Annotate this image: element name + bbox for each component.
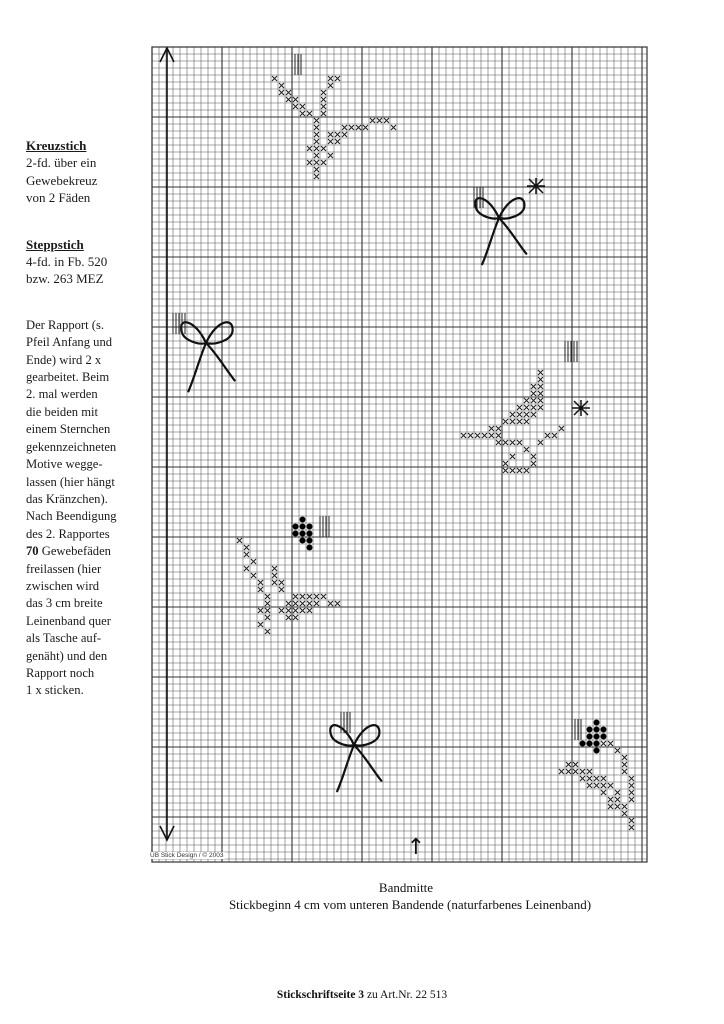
cross-stitch <box>314 160 319 165</box>
cross-stitch <box>244 566 249 571</box>
cross-stitch <box>524 468 529 473</box>
cross-stitch <box>594 783 599 788</box>
vertical-stitches <box>474 187 483 208</box>
cross-stitch <box>272 580 277 585</box>
caption-start: Stickbeginn 4 cm vom unteren Bandende (naturfarbenes Leinenband) <box>228 897 592 912</box>
cross-stitch <box>335 132 340 137</box>
cross-stitch <box>286 90 291 95</box>
cross-stitch <box>314 118 319 123</box>
cross-stitch <box>496 433 501 438</box>
cross-stitch <box>580 769 585 774</box>
cross-stitch <box>517 405 522 410</box>
cross-stitch <box>587 776 592 781</box>
center-marker-arrow: ↑ <box>406 835 426 860</box>
cross-stitch <box>524 419 529 424</box>
instr-line: lassen (hier hängt <box>26 474 115 489</box>
grid-major-lines <box>152 47 647 862</box>
filled-stitch <box>601 727 607 733</box>
cross-stitch <box>314 167 319 172</box>
cross-stitch <box>629 776 634 781</box>
cross-stitch <box>258 587 263 592</box>
instr-line: zwischen wird <box>26 578 100 593</box>
instr-line: Nach Beendigung <box>26 509 117 524</box>
cross-stitch <box>615 790 620 795</box>
vertical-stitches <box>565 341 577 362</box>
cross-stitch <box>314 125 319 130</box>
cross-stitch <box>307 608 312 613</box>
cross-stitch <box>328 83 333 88</box>
bow-motif-left <box>181 322 234 391</box>
filled-stitch <box>587 741 593 747</box>
cross-stitch <box>601 790 606 795</box>
kreuzstich-line-1: 2-fd. über ein <box>26 155 97 171</box>
cross-stitch <box>265 608 270 613</box>
instructions-text <box>26 317 138 700</box>
cross-stitch <box>608 804 613 809</box>
cross-stitch <box>566 769 571 774</box>
filled-stitch <box>307 538 313 544</box>
cross-stitch <box>482 433 487 438</box>
cross-stitch <box>342 132 347 137</box>
cross-stitch <box>510 419 515 424</box>
instr-line: Leinenband quer <box>26 613 111 628</box>
cross-stitch <box>293 594 298 599</box>
cross-stitch <box>608 797 613 802</box>
cross-stitch <box>622 769 627 774</box>
cross-stitch <box>321 97 326 102</box>
cross-stitch <box>321 111 326 116</box>
cross-stitch <box>314 146 319 151</box>
cross-stitch <box>587 783 592 788</box>
cross-stitch <box>251 559 256 564</box>
grid-lines <box>152 47 647 862</box>
vertical-stitches <box>341 712 350 733</box>
steppstich-title: Steppstich <box>26 236 84 252</box>
caption-center <box>150 880 670 896</box>
cross-stitch <box>342 125 347 130</box>
cross-stitch <box>293 615 298 620</box>
cross-stitch <box>538 405 543 410</box>
cross-stitch <box>258 580 263 585</box>
page-footer <box>0 989 724 1001</box>
cross-stitch <box>265 594 270 599</box>
cross-stitch <box>531 405 536 410</box>
instr-bold-number: 70 <box>26 544 39 559</box>
cross-stitch <box>258 608 263 613</box>
cross-stitch <box>356 125 361 130</box>
instr-line: 2. mal werden <box>26 387 98 402</box>
cross-stitch <box>531 391 536 396</box>
cross-stitch <box>293 608 298 613</box>
cross-stitch <box>307 111 312 116</box>
cross-stitch <box>300 608 305 613</box>
cross-stitch <box>258 622 263 627</box>
cross-stitch <box>314 153 319 158</box>
cross-stitch <box>335 76 340 81</box>
instr-line: 1 x sticken. <box>26 683 84 698</box>
cross-stitch <box>300 594 305 599</box>
cross-stitch <box>538 377 543 382</box>
cross-stitch <box>615 797 620 802</box>
cross-stitch <box>314 174 319 179</box>
instr-line: Rapport noch <box>26 665 95 680</box>
instr-line: des 2. Rapportes <box>26 526 110 541</box>
vertical-stitches <box>320 516 329 537</box>
cross-stitch <box>594 776 599 781</box>
cross-stitch <box>531 398 536 403</box>
cross-stitch <box>510 468 515 473</box>
instr-line: das Kränzchen). <box>26 491 108 506</box>
cross-stitch <box>321 594 326 599</box>
cross-stitch <box>524 412 529 417</box>
cross-stitch <box>335 139 340 144</box>
cross-stitch <box>496 440 501 445</box>
cross-stitch <box>328 153 333 158</box>
cross-stitch <box>538 384 543 389</box>
cross-stitch <box>503 461 508 466</box>
instr-line <box>26 543 138 560</box>
cross-stitch <box>510 454 515 459</box>
instr-line: als Tasche auf- <box>26 631 102 646</box>
cross-stitch <box>531 454 536 459</box>
cross-stitch <box>314 594 319 599</box>
filled-stitch <box>594 748 600 754</box>
cross-stitch <box>552 433 557 438</box>
cross-stitch <box>335 601 340 606</box>
cross-stitch <box>538 398 543 403</box>
cross-stitch <box>503 468 508 473</box>
instr-line: gearbeitet. Beim <box>26 370 110 385</box>
bow-motif-upper-right <box>475 198 526 264</box>
cross-stitch <box>321 160 326 165</box>
cross-stitch <box>531 412 536 417</box>
star-marker <box>527 178 545 194</box>
cross-stitch <box>468 433 473 438</box>
filled-stitch <box>293 524 299 530</box>
cross-stitch <box>622 804 627 809</box>
cross-stitch <box>370 118 375 123</box>
cross-stitch <box>517 412 522 417</box>
cross-stitch <box>601 783 606 788</box>
cross-stitch <box>286 615 291 620</box>
cross-stitch <box>608 741 613 746</box>
cross-stitch <box>615 804 620 809</box>
cross-stitch <box>629 783 634 788</box>
steppstich-line-2: bzw. 263 MEZ <box>26 271 104 287</box>
cross-stitch <box>524 398 529 403</box>
cross-stitch <box>300 111 305 116</box>
cross-stitch <box>251 573 256 578</box>
cross-stitch <box>517 440 522 445</box>
cross-stitch <box>524 447 529 452</box>
cross-stitch <box>622 755 627 760</box>
cross-stitch <box>307 601 312 606</box>
filled-stitch <box>594 720 600 726</box>
instr-line: Motive wegge- <box>26 457 103 472</box>
steppstich-line-1: 4-fd. in Fb. 520 <box>26 254 108 270</box>
cross-stitch <box>307 160 312 165</box>
cross-stitch <box>559 426 564 431</box>
cross-stitch <box>559 769 564 774</box>
cross-stitch <box>321 90 326 95</box>
cross-stitch <box>244 545 249 550</box>
cross-stitch <box>286 601 291 606</box>
star-marker <box>572 400 590 416</box>
caption-bandmitte: Bandmitte <box>378 880 434 895</box>
cross-stitch <box>524 405 529 410</box>
cross-stitch <box>279 83 284 88</box>
cross-stitch <box>566 762 571 767</box>
cross-stitch <box>531 384 536 389</box>
grid-border <box>152 47 647 862</box>
filled-stitch <box>300 524 306 530</box>
cross-stitch <box>587 769 592 774</box>
cross-stitch <box>328 132 333 137</box>
filled-stitch <box>300 517 306 523</box>
cross-stitch <box>293 104 298 109</box>
cross-stitch <box>328 76 333 81</box>
filled-stitch <box>307 545 313 551</box>
filled-stitch <box>594 734 600 740</box>
cross-stitch <box>629 825 634 830</box>
cross-stitch <box>314 139 319 144</box>
cross-stitch <box>510 412 515 417</box>
cross-stitch <box>307 146 312 151</box>
filled-stitch <box>594 741 600 747</box>
cross-stitch <box>615 748 620 753</box>
filled-stitch <box>307 524 313 530</box>
cross-stitch <box>622 811 627 816</box>
instr-line: freilassen (hier <box>26 561 102 576</box>
repeat-arrow-top-head <box>160 48 174 62</box>
cross-stitch <box>538 391 543 396</box>
cross-stitch <box>328 139 333 144</box>
cross-stitch <box>573 762 578 767</box>
cross-stitch <box>496 426 501 431</box>
cross-stitch <box>321 146 326 151</box>
copyright-label: UB Stick Design / © 2003 <box>150 852 224 859</box>
instr-line: einem Sternchen <box>26 422 111 437</box>
cross-stitch <box>286 97 291 102</box>
filled-stitch <box>601 734 607 740</box>
cross-stitch <box>475 433 480 438</box>
vertical-stitches <box>173 313 185 334</box>
cross-stitch <box>300 601 305 606</box>
filled-stitch <box>587 727 593 733</box>
instr-line: genäht) und den <box>26 648 108 663</box>
cross-stitch <box>517 419 522 424</box>
cross-stitch <box>363 125 368 130</box>
cross-stitch <box>328 601 333 606</box>
cross-stitch <box>489 433 494 438</box>
cross-stitch <box>321 104 326 109</box>
instr-line: Ende) wird 2 x <box>26 352 102 367</box>
cross-stitch <box>293 601 298 606</box>
cross-stitch <box>608 783 613 788</box>
footer-rest: zu Art.Nr. 22 513 <box>364 989 448 1001</box>
kreuzstich-title: Kreuzstich <box>26 138 87 153</box>
filled-stitch <box>307 531 313 537</box>
kreuzstich-line-3: von 2 Fäden <box>26 190 91 206</box>
vertical-stitches <box>572 719 581 740</box>
legend-kreuzstich <box>26 137 138 207</box>
cross-stitch <box>384 118 389 123</box>
instr-line: Pfeil Anfang und <box>26 335 113 350</box>
cross-stitch <box>265 615 270 620</box>
bow-motif-bottom <box>330 725 381 791</box>
filled-stitch <box>580 741 586 747</box>
kreuzstich-line-2: Gewebekreuz <box>26 172 98 188</box>
cross-stitch <box>629 797 634 802</box>
cross-stitch <box>391 125 396 130</box>
cross-stitch <box>629 818 634 823</box>
cross-stitch <box>573 769 578 774</box>
cross-stitch <box>503 419 508 424</box>
cross-stitch <box>272 566 277 571</box>
filled-stitch <box>594 727 600 733</box>
cross-stitch <box>265 629 270 634</box>
cross-stitch <box>244 552 249 557</box>
instr-line: das 3 cm breite <box>26 596 103 611</box>
filled-stitch <box>300 538 306 544</box>
cross-stitch <box>265 601 270 606</box>
cross-stitch <box>314 132 319 137</box>
instr-line: die beiden mit <box>26 404 99 419</box>
cross-stitch <box>545 433 550 438</box>
vertical-stitches <box>292 54 301 75</box>
cross-stitch <box>489 426 494 431</box>
cross-stitch <box>286 608 291 613</box>
footer-bold: Stickschriftseite 3 <box>276 989 365 1001</box>
cross-stitch <box>377 118 382 123</box>
cross-stitch <box>300 104 305 109</box>
cross-stitch <box>510 440 515 445</box>
cross-stitch <box>279 580 284 585</box>
cross-stitch <box>314 601 319 606</box>
repeat-arrow-bottom-head <box>160 826 174 840</box>
cross-stitch <box>279 608 284 613</box>
cross-stitch <box>629 790 634 795</box>
instr-line-rest: Gewebefäden <box>38 544 111 559</box>
filled-stitch <box>293 531 299 537</box>
cross-stitch <box>279 587 284 592</box>
cross-stitch <box>517 468 522 473</box>
cross-stitch <box>538 370 543 375</box>
legend-steppstich <box>26 236 138 288</box>
cross-stitch <box>279 90 284 95</box>
cross-stitch <box>503 440 508 445</box>
cross-stitch <box>307 594 312 599</box>
filled-stitch <box>587 734 593 740</box>
cross-stitch <box>601 776 606 781</box>
cross-stitch <box>272 76 277 81</box>
cross-stitch <box>580 776 585 781</box>
cross-stitch <box>237 538 242 543</box>
instr-line: gekennzeichneten <box>26 439 117 454</box>
legend-column <box>26 137 138 700</box>
cross-stitch <box>622 762 627 767</box>
cross-stitch <box>538 440 543 445</box>
cross-stitch <box>531 461 536 466</box>
filled-stitch <box>300 531 306 537</box>
instr-line: Der Rapport (s. <box>26 317 104 332</box>
cross-stitch <box>461 433 466 438</box>
cross-stitch <box>293 97 298 102</box>
cross-stitch <box>349 125 354 130</box>
cross-stitch <box>601 741 606 746</box>
cross-stitch <box>272 573 277 578</box>
